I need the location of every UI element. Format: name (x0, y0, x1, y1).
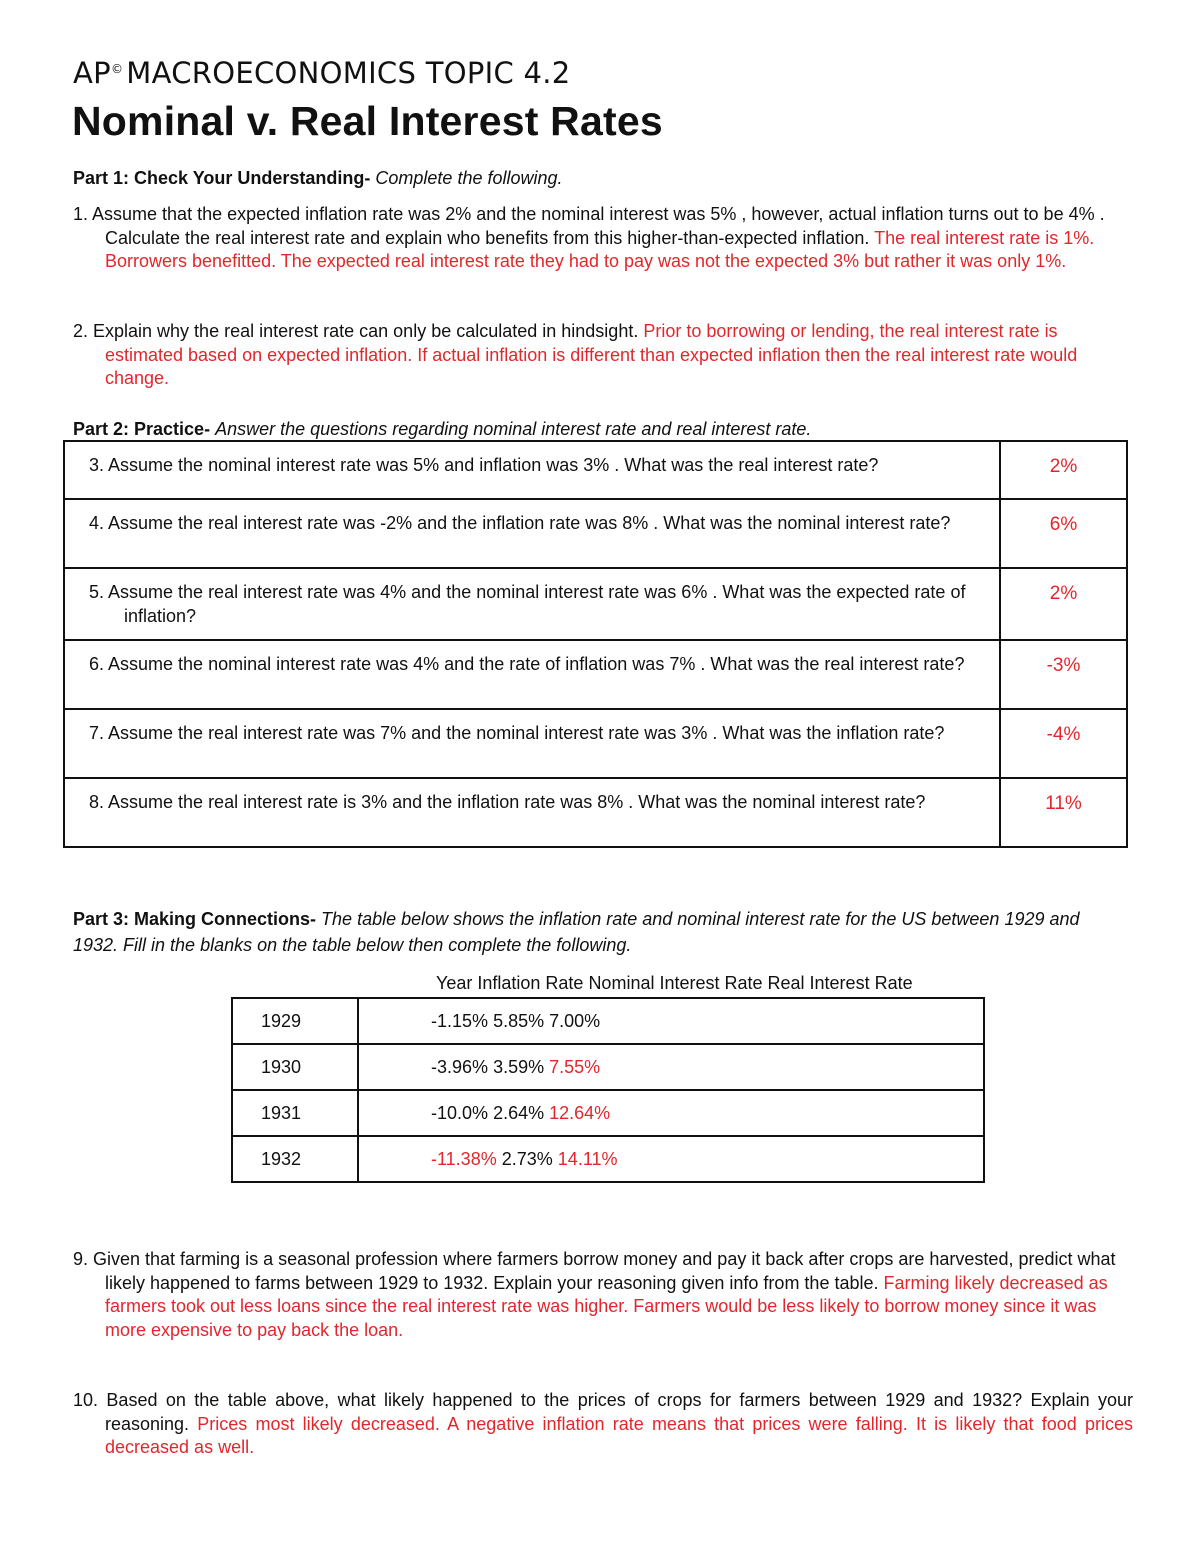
question-2-answer: Prior to borrowing or lending, the real interest rate is estimated based on expected inflation. If actual inflation is different than expected inflation then the real interest rate would change. (105, 321, 1078, 388)
practice-question-cell (64, 778, 1000, 847)
series-mark: © (110, 62, 124, 76)
practice-answer: -4% (1000, 709, 1127, 778)
practice-question: 7. Assume the real interest rate was 7% and the nominal interest rate was 3% . What was the inflation rate? (89, 723, 945, 743)
values-cell (358, 1136, 984, 1182)
nominal-value: 3.59% (493, 1056, 545, 1077)
question-1 (73, 203, 1133, 274)
question-1-answer: The real interest rate is 1%. Borrowers benefitted. The expected real interest rate they had to pay was not the expected 3% but rather it was only 1%. (105, 227, 1095, 271)
question-10-prompt: 10. Based on the table above, what likely happened to the prices of crops for farmers between 1929 and 1932? Explain your reasoning. (73, 1390, 1133, 1434)
question-2 (73, 320, 1133, 391)
year-cell: 1930 (232, 1044, 358, 1090)
inflation-value: -3.96% (431, 1056, 489, 1077)
question-9 (73, 1248, 1133, 1342)
question-9-answer: Farming likely decreased as farmers took out less loans since the real interest rate was higher. Farmers would be less likely to borrow money since it was more expensive to pay back the loan. (105, 1272, 1108, 1340)
part2-instruction: Answer the questions regarding nominal interest rate and real interest rate. (215, 419, 812, 439)
page-title: Nominal v. Real Interest Rates (72, 98, 663, 144)
practice-question: 4. Assume the real interest rate was -2% and the inflation rate was 8% . What was the nominal interest rate? (89, 513, 951, 533)
values-cell (358, 1044, 984, 1090)
nominal-value: 2.73% (501, 1148, 553, 1169)
real-value: 12.64% (549, 1102, 611, 1123)
practice-question-cell (64, 568, 1000, 640)
question-1-prompt: 1. Assume that the expected inflation rate was 2% and the nominal interest was 5% , however, actual inflation turns out to be 4% . Calculate the real interest rate and explain who benefits from this higher-than-expected inflation. (73, 204, 1105, 248)
year-cell: 1932 (232, 1136, 358, 1182)
practice-row (64, 709, 1127, 778)
practice-question-cell (64, 709, 1000, 778)
part3-heading: Part 3: Making Connections- (73, 909, 317, 929)
practice-row (64, 499, 1127, 568)
practice-question-cell (64, 640, 1000, 709)
practice-answer: 6% (1000, 499, 1127, 568)
values-cell (358, 1090, 984, 1136)
series-rest: MACROECONOMICS TOPIC 4.2 (126, 56, 571, 90)
real-value: 7.00% (549, 1010, 601, 1031)
years-table (231, 997, 985, 1183)
part1-heading: Part 1: Check Your Understanding- (73, 168, 371, 188)
real-value: 7.55% (549, 1056, 601, 1077)
inflation-value: -11.38% (431, 1148, 497, 1169)
practice-table (63, 440, 1128, 848)
years-row (232, 1044, 984, 1090)
practice-answer: 2% (1000, 568, 1127, 640)
practice-question: 5. Assume the real interest rate was 4% and the nominal interest rate was 6% . What was the expected rate of inflation? (89, 582, 966, 626)
years-row (232, 1090, 984, 1136)
part3-heading-line (73, 906, 1113, 958)
part2-heading: Part 2: Practice- (73, 419, 211, 439)
question-9-prompt: 9. Given that farming is a seasonal profession where farmers borrow money and pay it back after crops are harvested, predict what likely happened to farms between 1929 to 1932. Explain your reasoning given info from the table. (73, 1249, 1116, 1293)
practice-row (64, 778, 1127, 847)
part1-heading-line (73, 168, 563, 189)
real-value: 14.11% (557, 1148, 618, 1169)
practice-question-cell (64, 499, 1000, 568)
years-table-header: Year Inflation Rate Nominal Interest Rate Real Interest Rate (436, 973, 913, 993)
part1-instruction: Complete the following. (375, 168, 563, 188)
practice-question: 6. Assume the nominal interest rate was 4% and the rate of inflation was 7% . What was the real interest rate? (89, 654, 965, 674)
nominal-value: 2.64% (493, 1102, 545, 1123)
practice-question-cell (64, 441, 1000, 499)
part3-instruction: The table below shows the inflation rate and nominal interest rate for the US between 1929 and 1932. Fill in the blanks on the table below then complete the following. (73, 909, 1080, 955)
years-row (232, 1136, 984, 1182)
series-prefix: AP (73, 56, 111, 90)
question-10-answer: Prices most likely decreased. A negative inflation rate means that prices were falling. It is likely that food prices decreased as well. (105, 1413, 1133, 1457)
practice-row (64, 640, 1127, 709)
practice-row (64, 568, 1127, 640)
practice-question: 3. Assume the nominal interest rate was 5% and inflation was 3% . What was the real interest rate? (89, 455, 879, 475)
practice-row (64, 441, 1127, 499)
practice-answer: 11% (1000, 778, 1127, 847)
year-cell: 1929 (232, 998, 358, 1044)
values-cell (358, 998, 984, 1044)
part2-heading-line (73, 419, 811, 440)
practice-question: 8. Assume the real interest rate is 3% and the inflation rate was 8% . What was the nominal interest rate? (89, 792, 926, 812)
inflation-value: -10.0% (431, 1102, 489, 1123)
nominal-value: 5.85% (493, 1010, 545, 1031)
inflation-value: -1.15% (431, 1010, 489, 1031)
year-cell: 1931 (232, 1090, 358, 1136)
practice-answer: 2% (1000, 441, 1127, 499)
question-10 (73, 1389, 1133, 1460)
practice-answer: -3% (1000, 640, 1127, 709)
question-2-prompt: 2. Explain why the real interest rate can only be calculated in hindsight. (73, 321, 639, 341)
series-label (73, 56, 571, 90)
years-row (232, 998, 984, 1044)
